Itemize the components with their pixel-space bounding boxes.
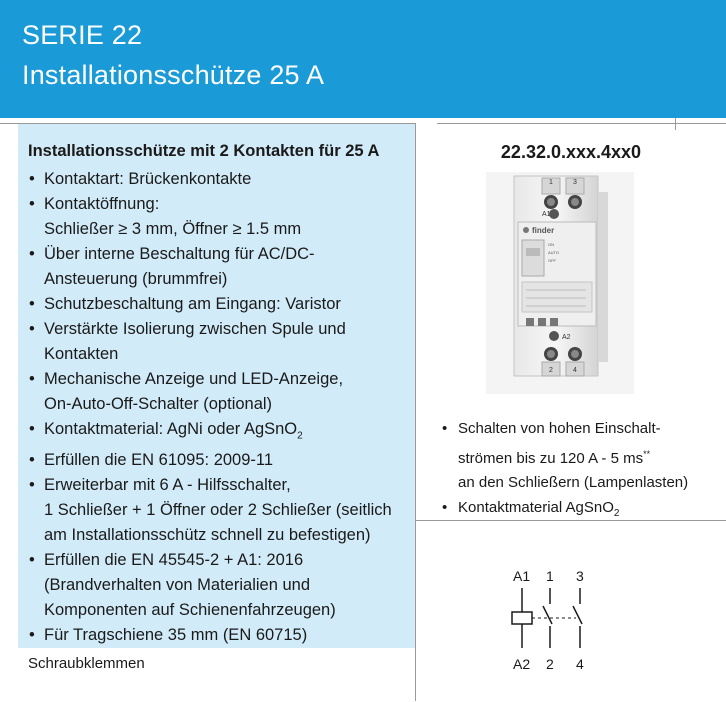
list-item: • Erfüllen die EN 45545-2 + A1: 2016 (Brandverhalten von Materialien und Komponenten auf Schienenfahrzeugen) [28, 548, 413, 623]
feature-panel-title: Installationsschütze mit 2 Kontakten für 25 A [28, 142, 380, 160]
list-item: • Verstärkte Isolierung zwischen Spule und Kontakten [28, 317, 413, 367]
schematic-label-4: 4 [576, 656, 584, 672]
terminal-type-caption: Schraubklemmen [28, 655, 145, 672]
list-item: • Über interne Beschaltung für AC/DC- Ansteuerung (brummfrei) [28, 242, 413, 292]
switch-label: OFF [548, 258, 556, 263]
switch-label: ON [548, 242, 554, 247]
coil-bottom-label: A2 [562, 334, 571, 341]
list-item: • Kontaktöffnung: Schließer ≥ 3 mm, Öffner ≥ 1.5 mm [28, 192, 413, 242]
list-item: • Kontaktmaterial AgSnO$_2$ [440, 496, 726, 527]
product-title: Installationsschütze 25 A [22, 60, 325, 90]
right-feature-list [440, 417, 726, 526]
brand-logo: finder [532, 226, 555, 235]
divider-tick [675, 118, 676, 130]
schematic-label-a1: A1 [513, 568, 531, 584]
terminal-label: 4 [573, 367, 577, 374]
terminal-label: 1 [549, 179, 553, 186]
product-photo [486, 172, 634, 394]
list-item: • Kontaktart: Brückenkontakte [28, 167, 413, 192]
schematic-label-1: 1 [546, 568, 554, 584]
feature-panel [18, 124, 415, 648]
divider-top-right [437, 123, 726, 124]
schematic-label-a2: A2 [513, 656, 531, 672]
list-item: • Mechanische Anzeige und LED-Anzeige, On-Auto-Off-Schalter (optional) [28, 367, 413, 417]
schematic-label-2: 2 [546, 656, 554, 672]
model-number: 22.32.0.xxx.4xx0 [500, 142, 642, 162]
coil-top-label: A1 [542, 211, 551, 218]
schematic-symbols [500, 562, 610, 702]
list-item: • Schalten von hohen Einschalt- strömen bis zu 120 A - 5 ms** an den Schließern (Lampenlasten) [440, 417, 726, 496]
list-item: • Erfüllen die EN 61095: 2009-11 [28, 448, 413, 473]
schematic-label-3: 3 [576, 568, 584, 584]
page-header [0, 0, 726, 118]
feature-list [28, 167, 413, 648]
divider-vertical [415, 123, 416, 701]
terminal-label: 2 [549, 367, 553, 374]
list-item: • Schutzbeschaltung am Eingang: Varistor [28, 292, 413, 317]
list-item: • Kontaktmaterial: AgNi oder AgSnO$_2$ [28, 417, 413, 448]
list-item: • Für Tragschiene 35 mm (EN 60715) [28, 623, 413, 648]
switch-label: AUTO [548, 250, 560, 255]
terminal-label: 3 [573, 179, 577, 186]
list-item: • Erweiterbar mit 6 A - Hilfsschalter, 1 Schließer + 1 Öffner oder 2 Schließer (seitlich am Installationsschütz schnell zu befestigen) [28, 473, 413, 548]
contactor-image [486, 172, 634, 394]
series-title: SERIE 22 [22, 20, 143, 50]
